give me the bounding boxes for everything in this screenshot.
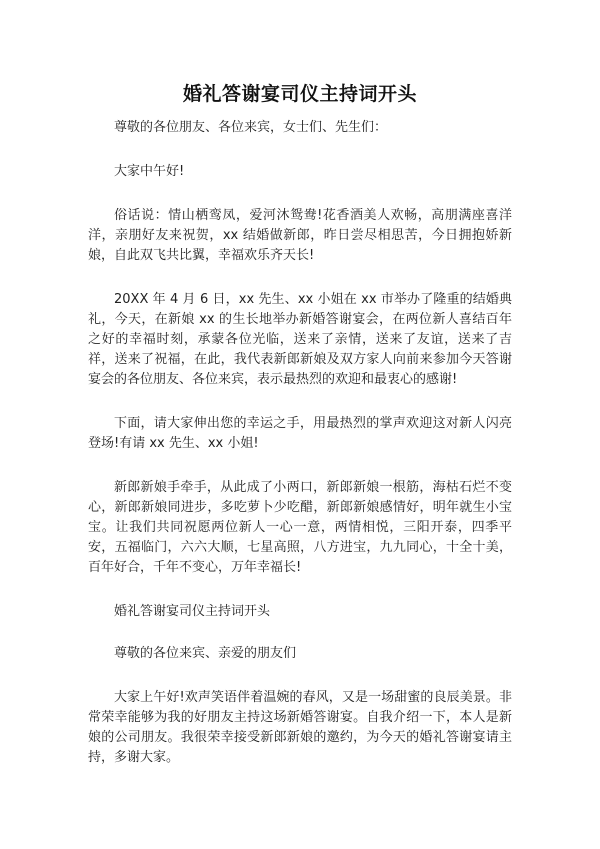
- document-title: 婚礼答谢宴司仪主持词开头: [182, 83, 417, 105]
- body-paragraph: 20XX 年 4 月 6 日，xx 先生、xx 小姐在 xx 市举办了隆重的结婚典礼，今天，在新娘 xx 的生长地举办新婚答谢宴会，在两位新人喜结百年之好的幸福时刻，承蒙各位光临，送来了亲情，送来了友谊，送来了吉祥，送来了祝福，在此，我代表新郎新娘及双方家人向前来参加今天答谢宴会的各位朋友、各位来宾，表示最热烈的欢迎和最衷心的感谢!: [88, 292, 512, 387]
- body-paragraph: 下面，请大家伸出您的幸运之手，用最热烈的掌声欢迎这对新人闪亮登场!有请 xx 先生、xx 小姐!: [88, 416, 512, 451]
- body-paragraph: 俗话说：情山栖鸾凤，爱河沐鸳鸯!花香酒美人欢畅，高朋满座喜洋洋，亲朋好友来祝贺，xx 结婚做新郎，昨日尝尽相思苦，今日拥抱娇新娘，自此双飞共比翼，幸福欢乐齐天长!: [88, 208, 512, 263]
- spacer: [88, 108, 512, 118]
- spacer: [88, 454, 512, 478]
- spacer: [88, 390, 512, 414]
- greeting-paragraph: 大家中午好!: [114, 164, 185, 179]
- spacer: [88, 578, 512, 602]
- spacer: [88, 622, 512, 644]
- salutation-paragraph: 尊敬的各位来宾、亲爱的朋友们: [114, 646, 297, 661]
- spacer: [88, 664, 512, 688]
- salutation-paragraph: 尊敬的各位朋友、各位来宾，女士们、先生们：: [114, 120, 388, 135]
- spacer: [88, 138, 512, 162]
- body-paragraph: 大家上午好!欢声笑语伴着温婉的春风，又是一场甜蜜的良辰美景。非常荣幸能够为我的好朋友主持这场新婚答谢宴。自我介绍一下，本人是新娘的公司朋友。我很荣幸接受新郎新娘的邀约，为今天的婚礼答谢宴请主持，多谢大家。: [88, 690, 512, 765]
- spacer: [88, 266, 512, 290]
- body-paragraph: 新郎新娘手牵手，从此成了小两口，新郎新娘一根筋，海枯石烂不变心，新郎新娘同进步，多吃萝卜少吃醋，新郎新娘感情好，明年就生小宝宝。让我们共同祝愿两位新人一心一意，两情相悦，三阳开泰，四季平安，五福临门，六六大顺，七星高照，八方进宝，九九同心，十全十美，百年好合，千年不变心，万年幸福长!: [88, 480, 512, 575]
- section-heading: 婚礼答谢宴司仪主持词开头: [114, 604, 271, 619]
- spacer: [88, 182, 512, 206]
